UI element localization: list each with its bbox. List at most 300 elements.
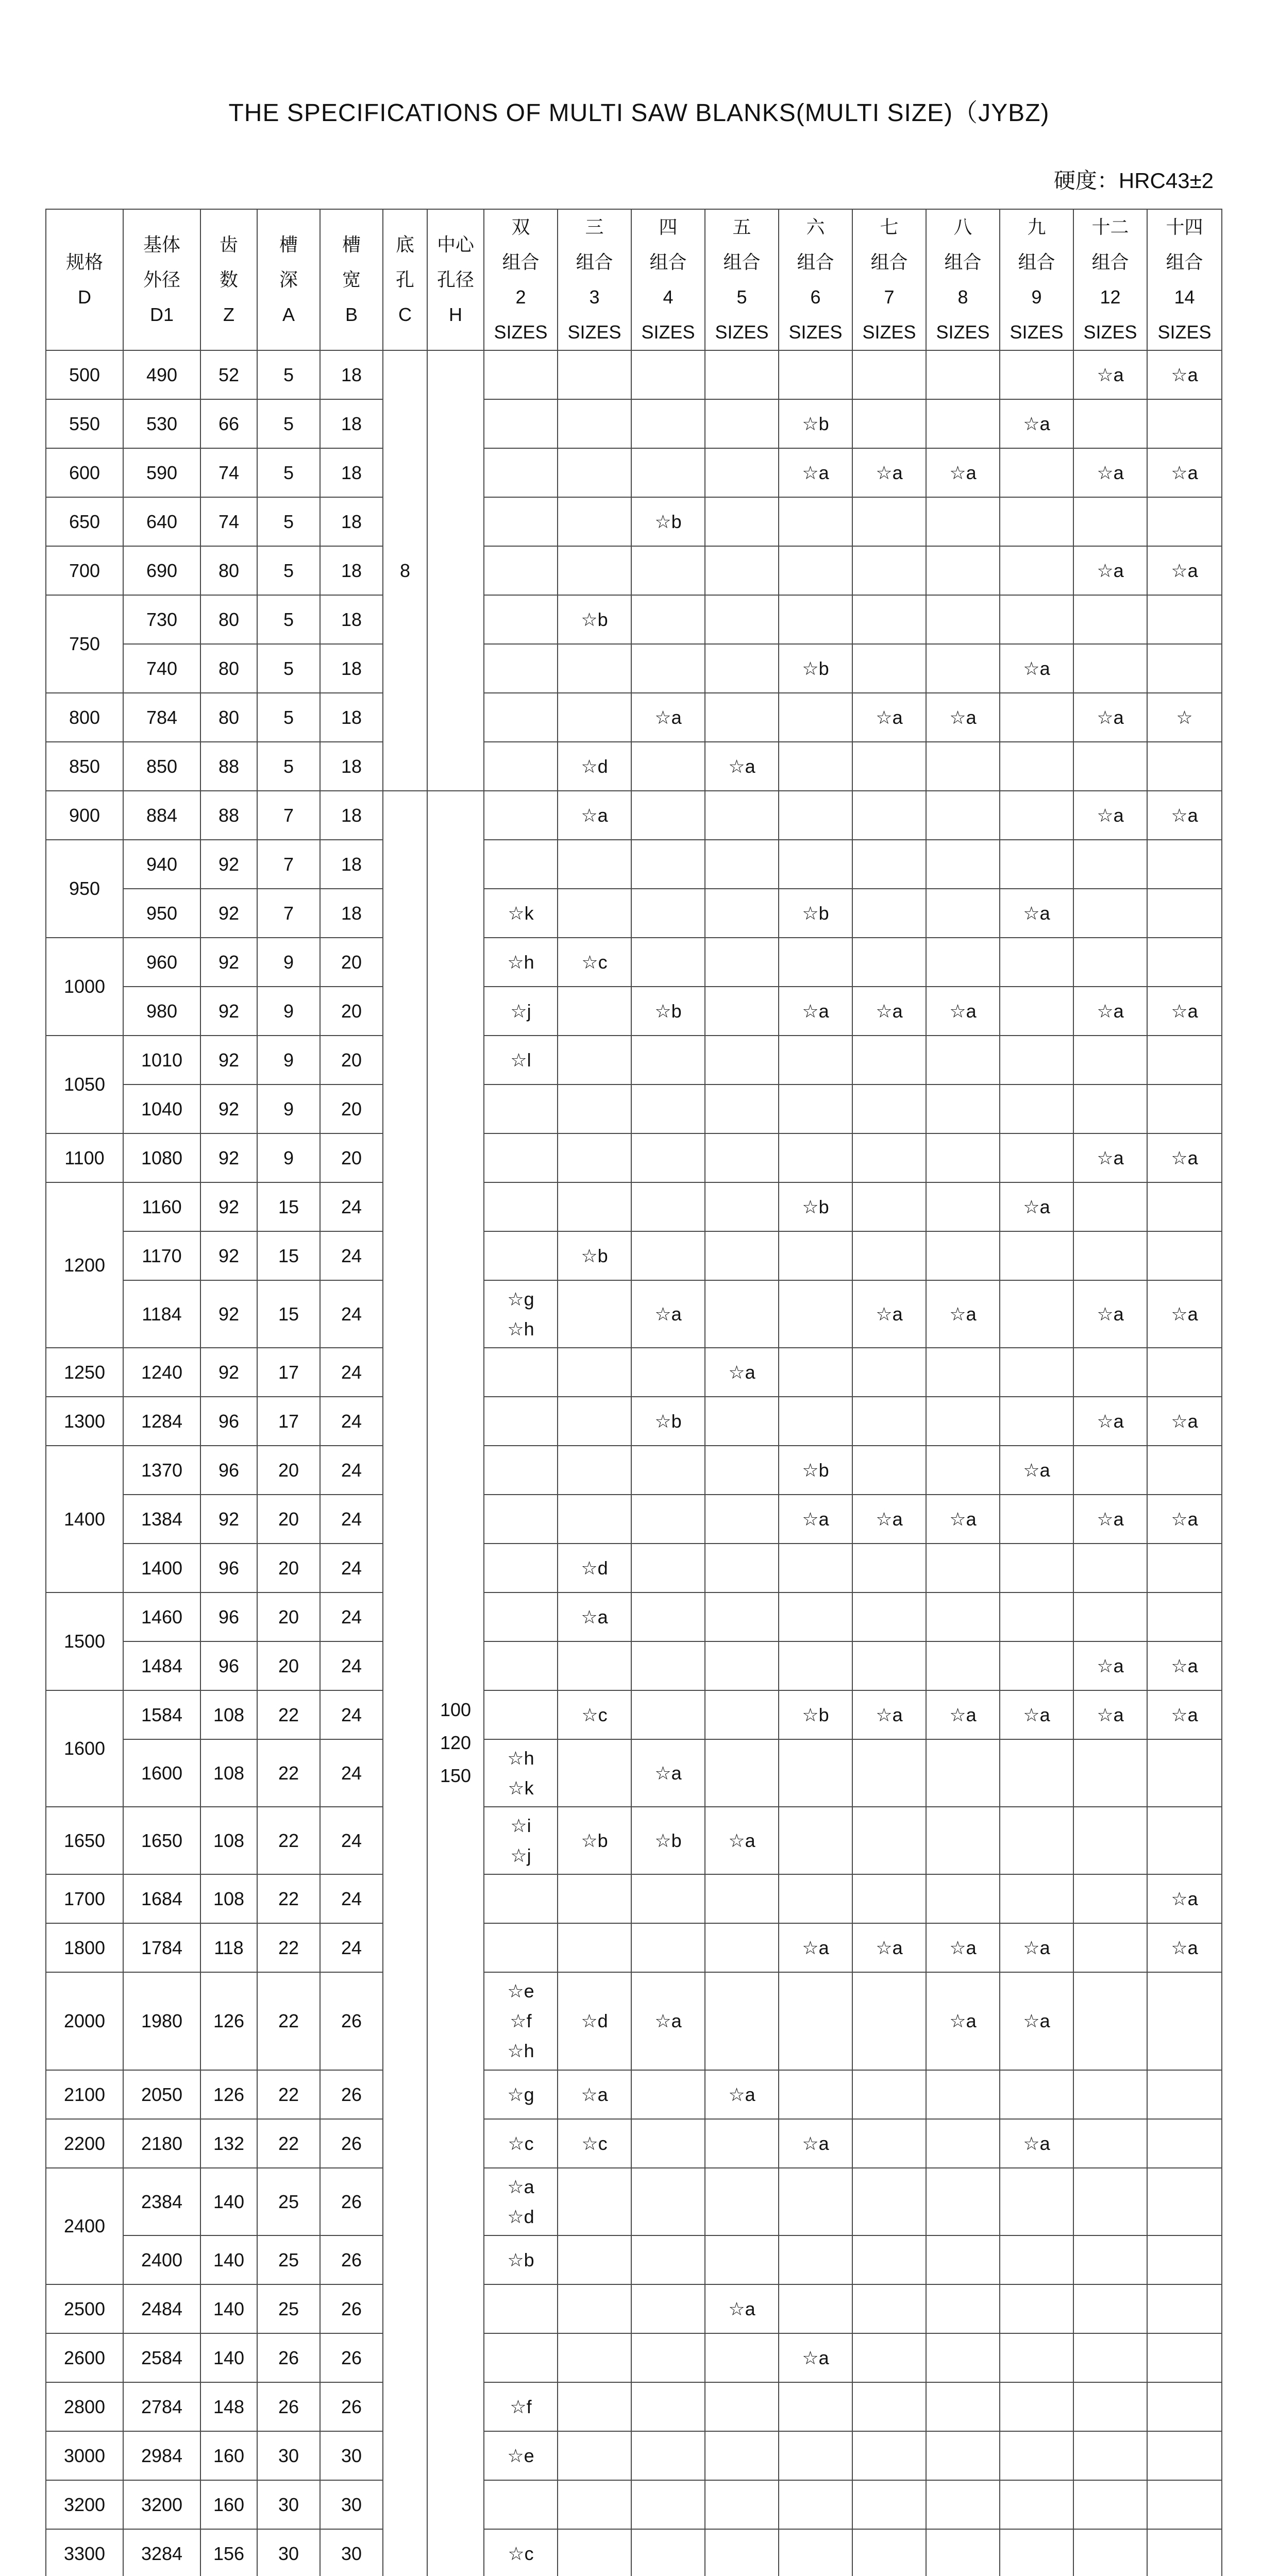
spec-d1-cell: 784 [123, 693, 200, 742]
combination-cell [1073, 644, 1147, 693]
table-row [46, 1182, 1222, 1231]
column-header-line: D [78, 286, 91, 308]
column-header-line: SIZES [1010, 321, 1064, 343]
combination-cell [631, 2235, 705, 2284]
combination-cell [926, 2382, 1000, 2431]
spec-a-cell: 22 [257, 2070, 320, 2119]
spec-z-cell: 140 [200, 2168, 257, 2235]
combination-cell [631, 1348, 705, 1397]
table-row [46, 1807, 1222, 1874]
column-header-line: 14 [1174, 286, 1195, 308]
combination-cell [558, 987, 631, 1036]
combination-cell: ☆k [484, 889, 558, 938]
spec-a-cell: 22 [257, 1923, 320, 1972]
combination-cell [1073, 938, 1147, 987]
combination-mark: ☆j [510, 1844, 531, 1866]
combination-cell: ☆a [852, 1923, 926, 1972]
column-header-line: 五 [732, 216, 751, 238]
combination-cell [631, 2333, 705, 2382]
combination-cell [926, 2333, 1000, 2382]
combination-cell [631, 2382, 705, 2431]
combination-cell [484, 1874, 558, 1923]
combination-cell [484, 2284, 558, 2333]
spec-b-cell: 26 [320, 2333, 383, 2382]
spec-a-cell: 15 [257, 1280, 320, 1348]
column-header [427, 209, 484, 350]
table-header [46, 209, 1222, 350]
spec-z-cell: 126 [200, 2070, 257, 2119]
combination-cell [631, 2119, 705, 2168]
combination-cell: ☆d [558, 742, 631, 791]
table-row [46, 1495, 1222, 1544]
combination-cell [705, 889, 779, 938]
column-header-line: SIZES [862, 321, 916, 343]
spec-d1-cell: 3284 [123, 2529, 200, 2576]
combination-cell [705, 1397, 779, 1446]
combination-cell [926, 2168, 1000, 2235]
combination-cell [1073, 399, 1147, 448]
combination-cell [484, 840, 558, 889]
combination-cell [852, 2431, 926, 2480]
combination-mark: ☆k [508, 1777, 534, 1799]
combination-cell: ☆c [558, 2119, 631, 2168]
combination-cell [1147, 2431, 1222, 2480]
center-hole-value: 120 [440, 1732, 472, 1753]
combination-cell [484, 1641, 558, 1690]
table-row [46, 791, 1222, 840]
combination-cell [852, 350, 926, 399]
combination-cell [852, 742, 926, 791]
spec-b-cell: 18 [320, 595, 383, 644]
combination-cell [779, 742, 852, 791]
combination-cell: ☆a [705, 2284, 779, 2333]
combination-cell [484, 1446, 558, 1495]
spec-b-cell: 30 [320, 2480, 383, 2529]
spec-d1-cell: 940 [123, 840, 200, 889]
combination-cell: ☆l [484, 1036, 558, 1084]
column-header-line: SIZES [788, 321, 843, 343]
combination-cell [1073, 1084, 1147, 1133]
combination-cell [1073, 2431, 1147, 2480]
combination-cell: ☆a [1147, 1280, 1222, 1348]
spec-a-cell: 7 [257, 840, 320, 889]
combination-cell [852, 1182, 926, 1231]
combination-cell [926, 350, 1000, 399]
combination-cell [1147, 2333, 1222, 2382]
combination-cell [852, 1592, 926, 1641]
column-header-line: 槽 [342, 234, 361, 255]
table-body [46, 350, 1222, 2576]
spec-d-cell: 3200 [46, 2480, 123, 2529]
combination-cell: ☆a [1000, 1182, 1073, 1231]
combination-cell [1000, 693, 1073, 742]
combination-cell [779, 497, 852, 546]
combination-cell [779, 2431, 852, 2480]
column-header-line: 组合 [649, 251, 687, 273]
combination-cell: ☆a [779, 1923, 852, 1972]
table-row [46, 1923, 1222, 1972]
combination-cell [484, 742, 558, 791]
combination-cell [852, 2333, 926, 2382]
combination-cell [558, 399, 631, 448]
combination-cell [1073, 2070, 1147, 2119]
column-header [383, 209, 427, 350]
combination-cell [852, 2480, 926, 2529]
combination-cell [484, 1739, 558, 1807]
column-header [852, 209, 926, 350]
combination-cell: ☆b [631, 987, 705, 1036]
base-hole-cell [383, 350, 427, 791]
column-header-line: 组合 [723, 251, 761, 273]
spec-z-cell: 74 [200, 497, 257, 546]
spec-z-cell: 118 [200, 1923, 257, 1972]
combination-cell: ☆b [779, 644, 852, 693]
column-header-line: 2 [515, 286, 526, 308]
combination-cell [1000, 1231, 1073, 1280]
combination-cell [558, 350, 631, 399]
combination-cell: ☆a [1147, 546, 1222, 595]
combination-cell [1073, 2382, 1147, 2431]
spec-b-cell: 18 [320, 497, 383, 546]
table-row [46, 2382, 1222, 2431]
combination-cell: ☆h [484, 938, 558, 987]
column-header-line: SIZES [567, 321, 621, 343]
combination-cell [484, 1690, 558, 1739]
combination-cell [484, 1972, 558, 2070]
combination-cell [1000, 791, 1073, 840]
combination-cell [1000, 497, 1073, 546]
spec-d1-cell: 490 [123, 350, 200, 399]
column-header [1000, 209, 1073, 350]
spec-a-cell: 5 [257, 497, 320, 546]
table-row [46, 1280, 1222, 1348]
combination-cell [1147, 1592, 1222, 1641]
spec-z-cell: 92 [200, 1084, 257, 1133]
center-hole-value: 150 [440, 1765, 472, 1786]
spec-b-cell: 26 [320, 2119, 383, 2168]
combination-cell [926, 1133, 1000, 1182]
spec-d-cell: 3000 [46, 2431, 123, 2480]
center-hole-cell [427, 350, 484, 791]
combination-cell [926, 2480, 1000, 2529]
column-header-line: 三 [585, 216, 604, 238]
combination-cell: ☆a [926, 693, 1000, 742]
spec-z-cell: 92 [200, 987, 257, 1036]
combination-cell [705, 2168, 779, 2235]
spec-b-cell: 24 [320, 1690, 383, 1739]
combination-cell [558, 2480, 631, 2529]
combination-cell [1073, 1036, 1147, 1084]
combination-cell [631, 1874, 705, 1923]
combination-cell [852, 1972, 926, 2070]
combination-cell [558, 2284, 631, 2333]
spec-table [45, 209, 1222, 2576]
combination-cell [852, 2168, 926, 2235]
combination-cell: ☆a [779, 1495, 852, 1544]
spec-d-cell: 1650 [46, 1807, 123, 1874]
column-header-line: 齿 [219, 234, 238, 255]
combination-cell [926, 497, 1000, 546]
combination-mark: ☆e [507, 1980, 534, 2002]
spec-b-cell: 26 [320, 2070, 383, 2119]
combination-cell [1147, 1807, 1222, 1874]
combination-cell [1000, 448, 1073, 497]
combination-cell [484, 2168, 558, 2235]
combination-cell [1147, 889, 1222, 938]
table-row [46, 399, 1222, 448]
spec-z-cell: 66 [200, 399, 257, 448]
combination-cell [926, 399, 1000, 448]
spec-a-cell: 5 [257, 742, 320, 791]
spec-d-cell: 2800 [46, 2382, 123, 2431]
spec-b-cell: 24 [320, 1280, 383, 1348]
combination-cell [1073, 2119, 1147, 2168]
spec-d1-cell: 1650 [123, 1807, 200, 1874]
column-header-line: 6 [810, 286, 821, 308]
spec-a-cell: 26 [257, 2333, 320, 2382]
combination-cell [484, 644, 558, 693]
spec-d1-cell: 730 [123, 595, 200, 644]
column-header-line: 六 [806, 216, 825, 238]
combination-cell [852, 497, 926, 546]
combination-cell: ☆a [631, 1739, 705, 1807]
spec-d1-cell: 1980 [123, 1972, 200, 2070]
combination-cell [558, 2382, 631, 2431]
combination-cell: ☆a [1073, 350, 1147, 399]
combination-cell [1147, 938, 1222, 987]
combination-cell [779, 2168, 852, 2235]
spec-d1-cell: 2180 [123, 2119, 200, 2168]
spec-a-cell: 20 [257, 1544, 320, 1592]
spec-a-cell: 9 [257, 938, 320, 987]
spec-a-cell: 9 [257, 1036, 320, 1084]
combination-cell [1147, 1182, 1222, 1231]
table-row [46, 840, 1222, 889]
combination-cell: ☆a [558, 2070, 631, 2119]
combination-cell [558, 2333, 631, 2382]
combination-cell [926, 2431, 1000, 2480]
combination-cell [1147, 2284, 1222, 2333]
column-header-line: 组合 [1166, 251, 1203, 273]
combination-cell [1073, 1923, 1147, 1972]
combination-cell [852, 791, 926, 840]
column-header-line: SIZES [1083, 321, 1137, 343]
combination-cell [1073, 1231, 1147, 1280]
combination-cell [558, 840, 631, 889]
combination-cell [558, 2431, 631, 2480]
combination-cell [926, 1874, 1000, 1923]
combination-cell [705, 2431, 779, 2480]
table-row [46, 1446, 1222, 1495]
spec-a-cell: 5 [257, 546, 320, 595]
combination-cell: ☆a [1147, 791, 1222, 840]
spec-d1-cell: 980 [123, 987, 200, 1036]
combination-cell [779, 2235, 852, 2284]
spec-b-cell: 18 [320, 350, 383, 399]
column-header-line: 基体 [143, 234, 180, 255]
combination-cell [779, 2382, 852, 2431]
spec-a-cell: 5 [257, 350, 320, 399]
combination-cell [852, 2235, 926, 2284]
combination-cell [1000, 2168, 1073, 2235]
spec-a-cell: 22 [257, 1874, 320, 1923]
spec-z-cell: 140 [200, 2235, 257, 2284]
combination-cell: ☆a [705, 1807, 779, 1874]
combination-cell: ☆j [484, 987, 558, 1036]
combination-cell [926, 1592, 1000, 1641]
spec-a-cell: 30 [257, 2529, 320, 2576]
combination-cell: ☆a [1073, 546, 1147, 595]
combination-cell [852, 2119, 926, 2168]
combination-cell [631, 1182, 705, 1231]
combination-cell [852, 1807, 926, 1874]
combination-cell [705, 791, 779, 840]
combination-cell [705, 595, 779, 644]
spec-b-cell: 30 [320, 2431, 383, 2480]
combination-cell [926, 791, 1000, 840]
combination-cell [705, 497, 779, 546]
combination-cell [1073, 1807, 1147, 1874]
combination-cell [631, 644, 705, 693]
spec-a-cell: 20 [257, 1495, 320, 1544]
spec-a-cell: 20 [257, 1446, 320, 1495]
combination-cell [926, 938, 1000, 987]
column-header-line: 孔径 [436, 269, 474, 290]
spec-d1-cell: 950 [123, 889, 200, 938]
combination-cell [779, 1231, 852, 1280]
combination-cell [705, 1874, 779, 1923]
combination-cell: ☆a [1147, 1133, 1222, 1182]
combination-cell [926, 2235, 1000, 2284]
combination-cell [852, 595, 926, 644]
combination-cell [484, 1495, 558, 1544]
combination-cell: ☆b [779, 399, 852, 448]
table-row [46, 448, 1222, 497]
spec-b-cell: 24 [320, 1231, 383, 1280]
spec-d-cell: 1250 [46, 1348, 123, 1397]
combination-cell [558, 1348, 631, 1397]
spec-b-cell: 24 [320, 1397, 383, 1446]
center-hole-value: 100 [440, 1699, 472, 1720]
combination-cell: ☆a [1073, 791, 1147, 840]
combination-cell [1147, 2070, 1222, 2119]
spec-d-cell: 650 [46, 497, 123, 546]
spec-d-cell: 1800 [46, 1923, 123, 1972]
spec-d1-cell: 1240 [123, 1348, 200, 1397]
column-header-line: 8 [957, 286, 968, 308]
combination-cell: ☆b [558, 595, 631, 644]
combination-cell: ☆a [926, 1923, 1000, 1972]
combination-cell: ☆b [558, 1807, 631, 1874]
column-header-line: 双 [511, 216, 530, 238]
combination-cell [1147, 1544, 1222, 1592]
combination-cell [1073, 1739, 1147, 1807]
spec-b-cell: 26 [320, 1972, 383, 2070]
spec-b-cell: 20 [320, 987, 383, 1036]
combination-cell [558, 2168, 631, 2235]
combination-cell [558, 1446, 631, 1495]
column-header-line: 槽 [279, 234, 298, 255]
combination-cell [631, 2529, 705, 2576]
combination-cell [1000, 1544, 1073, 1592]
table-row [46, 1544, 1222, 1592]
table-row [46, 644, 1222, 693]
table-row [46, 2168, 1222, 2235]
spec-d-cell: 1700 [46, 1874, 123, 1923]
combination-cell: ☆a [926, 1280, 1000, 1348]
combination-cell [1000, 938, 1073, 987]
spec-d1-cell: 1584 [123, 1690, 200, 1739]
combination-cell: ☆e [484, 2431, 558, 2480]
spec-z-cell: 96 [200, 1641, 257, 1690]
column-header-line: 组合 [1018, 251, 1055, 273]
combination-mark: ☆a [507, 2176, 534, 2197]
column-header-line: C [398, 304, 412, 325]
combination-cell [779, 1544, 852, 1592]
spec-a-cell: 22 [257, 1690, 320, 1739]
spec-b-cell: 26 [320, 2382, 383, 2431]
spec-a-cell: 22 [257, 1807, 320, 1874]
combination-cell [779, 1972, 852, 2070]
combination-cell [1073, 2480, 1147, 2529]
combination-cell [852, 1739, 926, 1807]
spec-a-cell: 5 [257, 448, 320, 497]
combination-cell [1073, 1874, 1147, 1923]
spec-z-cell: 108 [200, 1690, 257, 1739]
spec-b-cell: 20 [320, 1084, 383, 1133]
combination-cell: ☆f [484, 2382, 558, 2431]
combination-cell [779, 1280, 852, 1348]
spec-d1-cell: 1160 [123, 1182, 200, 1231]
combination-cell [631, 1036, 705, 1084]
combination-cell [705, 987, 779, 1036]
combination-cell [1147, 1084, 1222, 1133]
spec-d1-cell: 960 [123, 938, 200, 987]
combination-cell [1073, 2235, 1147, 2284]
combination-cell [631, 2480, 705, 2529]
combination-cell [1147, 1739, 1222, 1807]
combination-cell [484, 2480, 558, 2529]
combination-cell [1073, 1972, 1147, 2070]
column-header-line: D1 [149, 304, 174, 325]
combination-cell: ☆a [1073, 1690, 1147, 1739]
spec-z-cell: 132 [200, 2119, 257, 2168]
table-row [46, 1641, 1222, 1690]
combination-cell: ☆a [1147, 1923, 1222, 1972]
combination-cell [852, 2382, 926, 2431]
combination-cell [705, 1133, 779, 1182]
combination-cell: ☆a [779, 2119, 852, 2168]
spec-z-cell: 108 [200, 1807, 257, 1874]
spec-d1-cell: 2400 [123, 2235, 200, 2284]
table-row [46, 2333, 1222, 2382]
column-header-line: 宽 [342, 269, 361, 290]
combination-cell [1073, 595, 1147, 644]
combination-cell [631, 2284, 705, 2333]
combination-cell [852, 1133, 926, 1182]
spec-d1-cell: 690 [123, 546, 200, 595]
combination-cell [1000, 2284, 1073, 2333]
combination-cell [484, 497, 558, 546]
combination-cell [926, 1397, 1000, 1446]
combination-cell [852, 644, 926, 693]
spec-d-cell: 600 [46, 448, 123, 497]
spec-b-cell: 30 [320, 2529, 383, 2576]
column-header [779, 209, 852, 350]
table-row [46, 987, 1222, 1036]
combination-cell [779, 1592, 852, 1641]
spec-b-cell: 24 [320, 1874, 383, 1923]
